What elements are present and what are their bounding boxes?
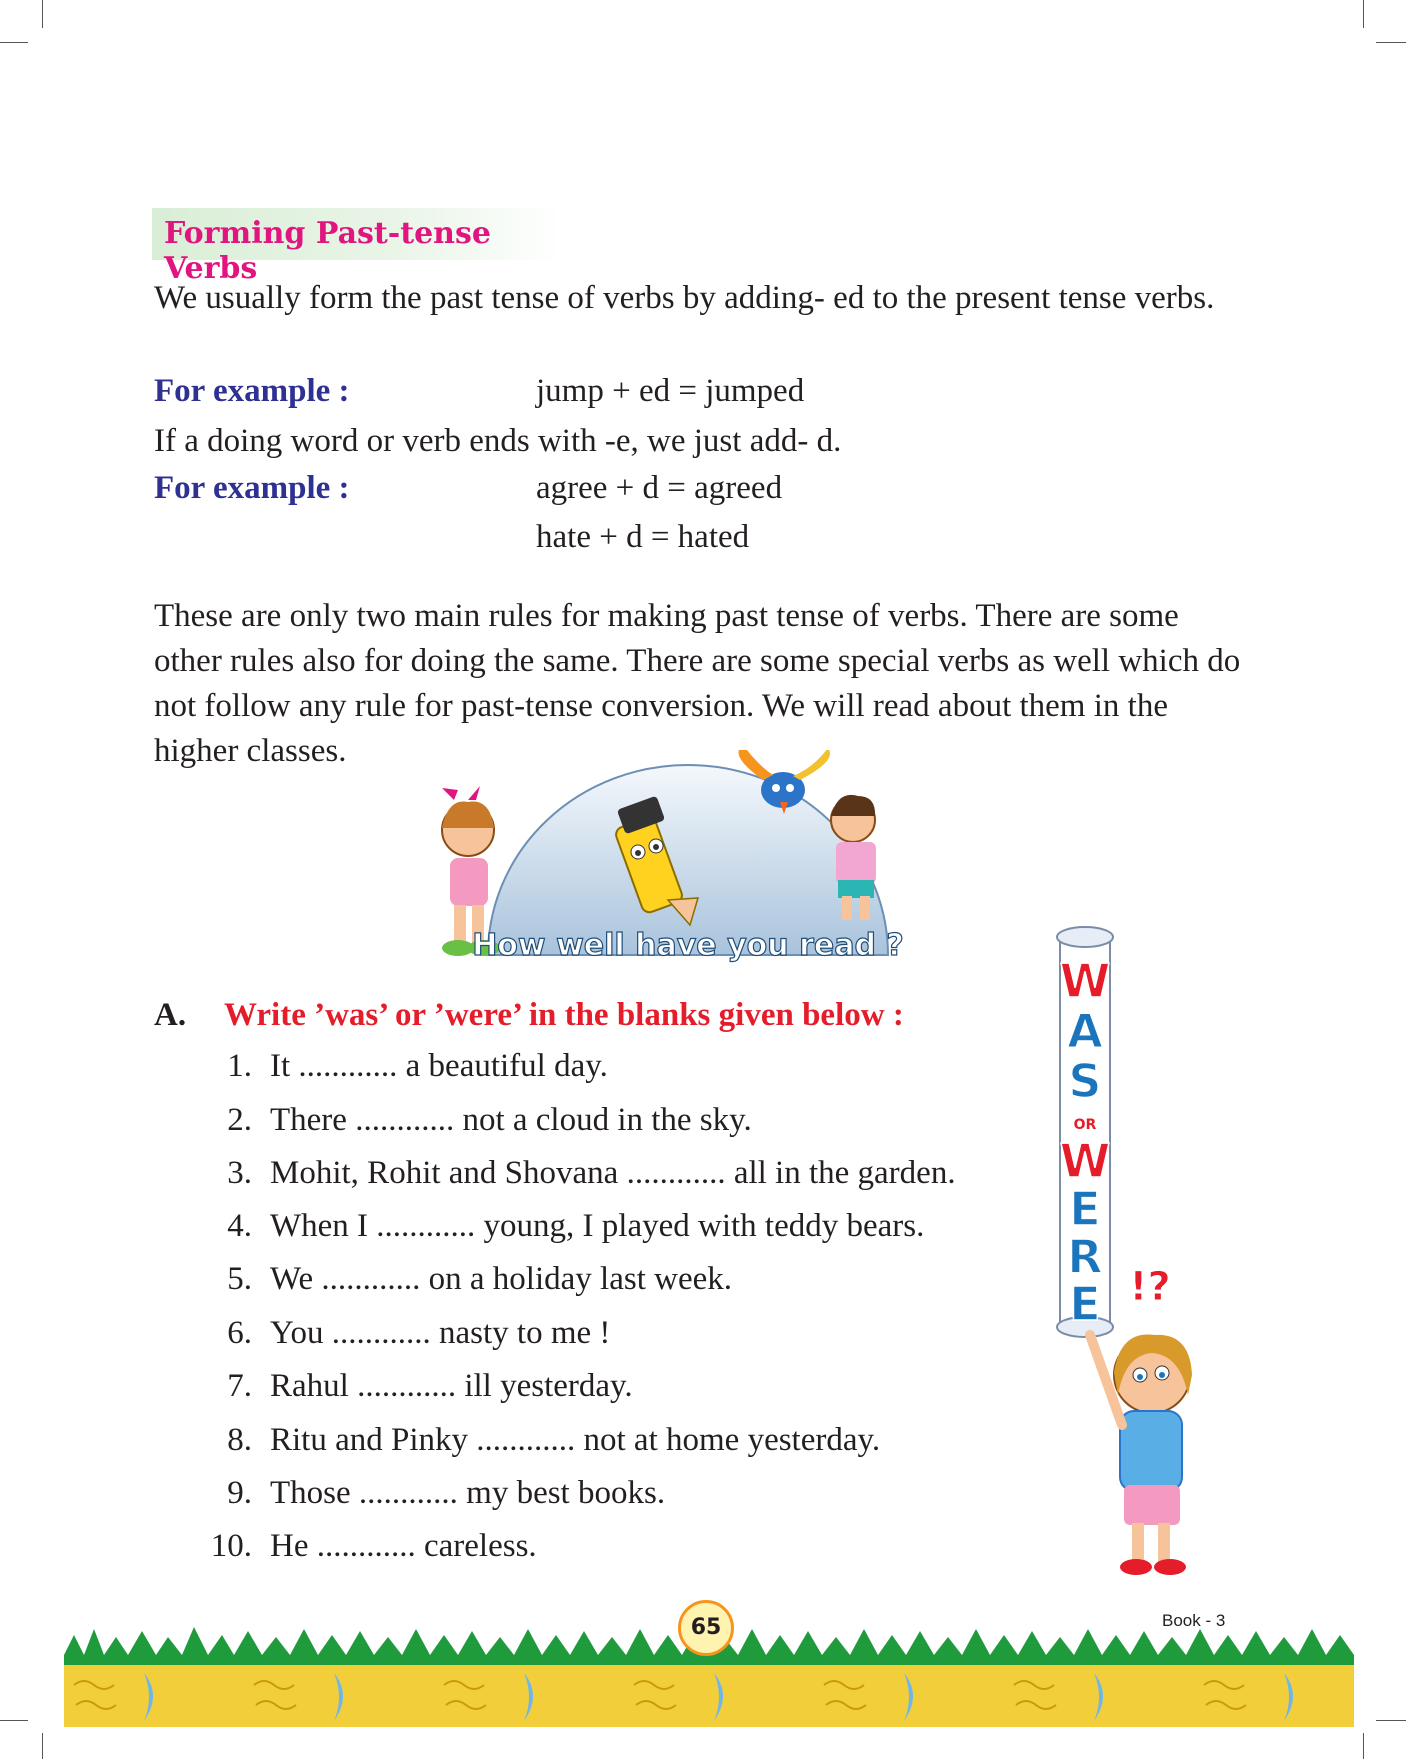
scroll-letter: E — [1069, 1277, 1101, 1331]
list-item — [200, 1102, 1020, 1152]
item-number: 8. — [227, 1422, 252, 1458]
list-item — [200, 1048, 1020, 1098]
crop-mark — [42, 0, 43, 28]
question-letter: A. — [154, 997, 187, 1033]
was-or-were-scroll-illustration — [1040, 925, 1240, 1585]
list-item — [200, 1315, 1020, 1365]
scroll-letter: A — [1067, 1004, 1103, 1058]
item-text: Those ............ my best books. — [270, 1475, 666, 1511]
crop-mark — [1363, 1733, 1364, 1759]
question-instruction: Write ’was’ or ’were’ in the blanks given below : — [224, 997, 904, 1033]
list-item — [200, 1475, 1020, 1525]
section-title: Forming Past-tense Verbs — [164, 216, 491, 286]
exclamation-question-mark: !? — [1129, 1264, 1171, 1310]
crop-mark — [1376, 42, 1406, 43]
example-label: For example : — [154, 373, 350, 409]
scroll-letter: E — [1069, 1182, 1101, 1236]
rule-text: If a doing word or verb ends with -e, we just add- d. — [154, 423, 842, 459]
scroll-letter: W — [1059, 954, 1111, 1008]
list-item — [200, 1261, 1020, 1311]
example-equation: agree + d = agreed — [536, 470, 783, 506]
item-text: There ............ not a cloud in the sky. — [270, 1102, 752, 1138]
item-number: 9. — [227, 1475, 252, 1511]
scroll-letter: S — [1068, 1054, 1102, 1108]
example-label: For example : — [154, 470, 350, 506]
example-equation: hate + d = hated — [536, 519, 750, 555]
example-equation: jump + ed = jumped — [536, 373, 805, 409]
list-item — [200, 1155, 1020, 1205]
item-text: He ............ careless. — [270, 1528, 537, 1564]
item-number: 7. — [227, 1368, 252, 1404]
section-heading — [152, 208, 562, 286]
list-item — [200, 1528, 1020, 1578]
crop-mark — [0, 42, 28, 43]
item-text: You ............ nasty to me ! — [270, 1315, 611, 1351]
item-text: Rahul ............ ill yesterday. — [270, 1368, 633, 1404]
banner-illustration — [428, 750, 948, 980]
item-text: When I ............ young, I played with teddy bears. — [270, 1208, 925, 1244]
item-number: 2. — [227, 1102, 252, 1138]
list-item — [200, 1422, 1020, 1472]
book-label: Book - 3 — [1162, 1611, 1226, 1630]
exercise-question — [154, 997, 904, 1034]
scroll-letter: R — [1067, 1230, 1103, 1284]
item-number: 1. — [227, 1048, 252, 1084]
item-text: It ............ a beautiful day. — [270, 1048, 608, 1084]
scroll-letter: W — [1059, 1134, 1111, 1188]
crop-mark — [1376, 1720, 1406, 1721]
ground-band — [64, 1665, 1354, 1727]
girl-character-icon — [1090, 1334, 1192, 1575]
item-number: 5. — [227, 1261, 252, 1297]
item-text: Ritu and Pinky ............ not at home yesterday. — [270, 1422, 881, 1458]
list-item — [200, 1368, 1020, 1418]
crop-mark — [42, 1733, 43, 1759]
closing-paragraph: These are only two main rules for making past tense of verbs. There are some other rules also for doing the same. There are some special verbs as well which do not follow any rule for past-tense conversion. We will read about them in the higher classes. — [154, 598, 1241, 769]
scroll-letter: OR — [1073, 1117, 1097, 1133]
item-number: 3. — [227, 1155, 252, 1191]
item-number: 10. — [210, 1528, 252, 1564]
list-item — [200, 1208, 1020, 1258]
banner-title: How well have you read ? — [472, 928, 904, 963]
item-number: 4. — [227, 1208, 252, 1244]
item-number: 6. — [227, 1315, 252, 1351]
item-text: Mohit, Rohit and Shovana ............ all in the garden. — [270, 1155, 956, 1191]
item-text: We ............ on a holiday last week. — [270, 1261, 732, 1297]
crop-mark — [0, 1720, 28, 1721]
intro-paragraph: We usually form the past tense of verbs by adding- ed to the present tense verbs. — [154, 280, 1215, 316]
crop-mark — [1363, 0, 1364, 28]
page-number: 65 — [678, 1600, 734, 1656]
